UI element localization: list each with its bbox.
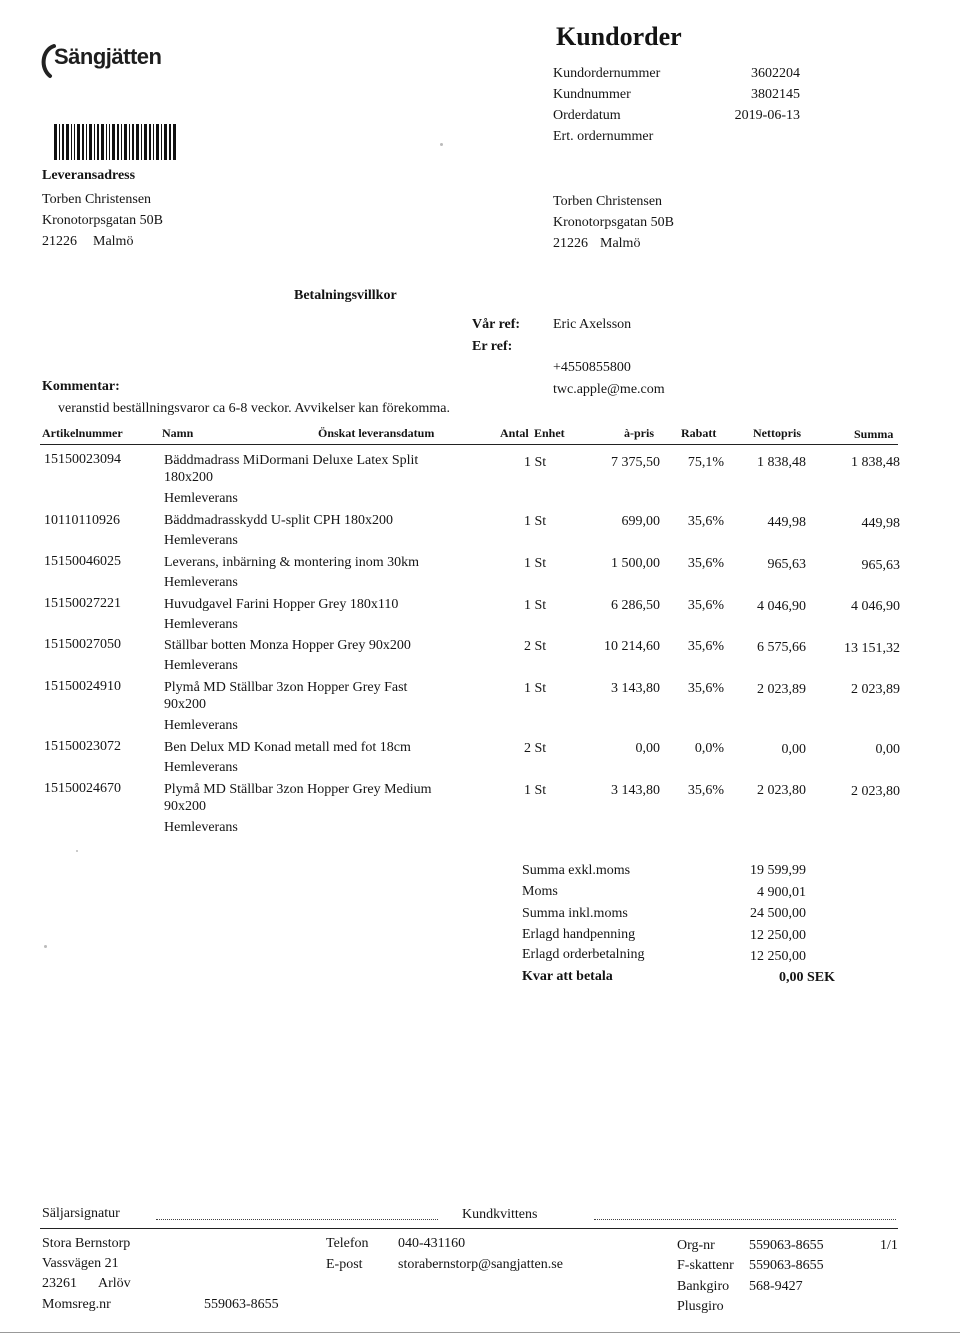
row-delivery-note: Hemleverans (164, 760, 238, 775)
row-name: Plymå MD Ställbar 3zon Hopper Grey Fast (164, 680, 408, 695)
total-label-order-payment: Erlagd orderbetalning (522, 947, 645, 962)
meta-label-customer-number: Kundnummer (553, 87, 631, 102)
row-quantity: 1 St (524, 598, 547, 613)
row-name: Bäddmadrasskydd U-split CPH 180x200 (164, 513, 394, 528)
footer-ftax-label: F-skattenr (677, 1258, 734, 1273)
row-article-number: 15150023072 (44, 739, 121, 754)
row-name-continued: 180x200 (164, 470, 213, 485)
customer-receipt-label: Kundkvittens (462, 1207, 538, 1222)
meta-label-order-number: Kundordernummer (553, 66, 661, 81)
page-number: 1/1 (880, 1238, 898, 1253)
row-sum: 0,00 (875, 742, 900, 757)
row-quantity: 1 St (524, 783, 547, 798)
row-discount: 35,6% (687, 514, 724, 529)
total-label-deposit: Erlagd handpenning (522, 927, 636, 942)
seller-signature-line (156, 1218, 438, 1220)
row-unit-price: 699,00 (621, 514, 660, 529)
row-net-price: 2 023,89 (757, 682, 806, 697)
row-article-number: 15150024670 (44, 781, 121, 796)
comment-label: Kommentar: (42, 379, 120, 394)
footer-email-label: E-post (326, 1257, 363, 1272)
row-quantity: 1 St (524, 514, 547, 529)
row-article-number: 15150023094 (44, 452, 121, 467)
row-unit-price: 7 375,50 (611, 455, 660, 470)
footer-rule (40, 1228, 898, 1229)
col-unit-price: à-pris (624, 426, 654, 440)
our-ref-label: Vår ref: (472, 317, 521, 332)
scan-speck (44, 945, 47, 948)
row-sum: 2 023,89 (851, 682, 900, 697)
row-name: Plymå MD Ställbar 3zon Hopper Grey Medium (164, 782, 432, 797)
row-sum: 13 151,32 (844, 641, 900, 656)
footer-email-value: storabernstorp@sangjatten.se (398, 1257, 563, 1272)
row-net-price: 965,63 (767, 557, 806, 572)
meta-value-customer-number: 3802145 (751, 87, 800, 102)
col-article-number: Artikelnummer (42, 426, 123, 440)
delivery-heading: Leveransadress (42, 168, 136, 183)
row-unit-price: 0,00 (635, 741, 660, 756)
row-discount: 75,1% (687, 455, 724, 470)
footer-phone-label: Telefon (326, 1236, 369, 1251)
total-value-incl-vat: 24 500,00 (750, 906, 806, 921)
delivery-name: Torben Christensen (42, 192, 152, 207)
row-quantity: 1 St (524, 455, 547, 470)
scan-bottom-edge (0, 1332, 960, 1333)
row-net-price: 6 575,66 (757, 640, 806, 655)
total-label-excl-vat: Summa exkl.moms (522, 863, 631, 878)
row-discount: 0,0% (694, 741, 724, 756)
footer-phone-value: 040-431160 (398, 1236, 466, 1251)
row-unit-price: 3 143,80 (611, 681, 660, 696)
row-delivery-note: Hemleverans (164, 491, 238, 506)
row-sum: 2 023,80 (851, 784, 900, 799)
row-net-price: 1 838,48 (757, 455, 806, 470)
footer-bankgiro-label: Bankgiro (677, 1279, 730, 1294)
table-header-rule (40, 444, 898, 445)
row-unit-price: 3 143,80 (611, 783, 660, 798)
scan-speck (440, 143, 443, 146)
row-unit-price: 10 214,60 (604, 639, 660, 654)
total-value-remaining: 0,00 SEK (779, 970, 836, 985)
billing-name: Torben Christensen (553, 194, 663, 209)
total-value-order-payment: 12 250,00 (750, 949, 806, 964)
footer-company: Stora Bernstorp (42, 1236, 131, 1251)
payment-terms-heading: Betalningsvillkor (294, 288, 397, 303)
row-unit-price: 6 286,50 (611, 598, 660, 613)
your-ref-label: Er ref: (472, 339, 513, 354)
col-name: Namn (162, 426, 194, 440)
row-net-price: 4 046,90 (757, 599, 806, 614)
row-discount: 35,6% (687, 556, 724, 571)
footer-vat-value: 559063-8655 (204, 1297, 279, 1312)
total-value-excl-vat: 19 599,99 (750, 863, 806, 878)
footer-zip: 23261 (42, 1276, 77, 1291)
row-article-number: 15150027221 (44, 596, 121, 611)
row-quantity: 2 St (524, 741, 547, 756)
billing-zip: 21226 (553, 236, 588, 251)
customer-receipt-line (594, 1218, 896, 1220)
col-unit: Enhet (534, 426, 565, 440)
row-discount: 35,6% (687, 598, 724, 613)
contact-email: twc.apple@me.com (553, 382, 665, 397)
meta-value-order-number: 3602204 (751, 66, 800, 81)
company-logo (36, 40, 186, 84)
row-sum: 4 046,90 (851, 599, 900, 614)
row-delivery-note: Hemleverans (164, 718, 238, 733)
row-discount: 35,6% (687, 681, 724, 696)
row-sum: 965,63 (861, 558, 900, 573)
row-name: Huvudgavel Farini Hopper Grey 180x110 (164, 597, 399, 612)
row-unit-price: 1 500,00 (611, 556, 660, 571)
row-delivery-note: Hemleverans (164, 820, 238, 835)
row-name-continued: 90x200 (164, 697, 206, 712)
col-requested-date: Önskat leveransdatum (318, 426, 435, 440)
row-sum: 449,98 (861, 516, 900, 531)
billing-street: Kronotorpsgatan 50B (553, 215, 674, 230)
logo-text: Sängjätten (54, 44, 162, 69)
total-value-deposit: 12 250,00 (750, 928, 806, 943)
delivery-street: Kronotorpsgatan 50B (42, 213, 163, 228)
meta-value-order-date: 2019-06-13 (734, 108, 800, 123)
meta-label-order-date: Orderdatum (553, 108, 621, 123)
seller-signature-label: Säljarsignatur (42, 1206, 120, 1221)
footer-city: Arlöv (98, 1276, 131, 1291)
row-delivery-note: Hemleverans (164, 658, 238, 673)
row-delivery-note: Hemleverans (164, 617, 238, 632)
footer-vat-label: Momsreg.nr (42, 1297, 111, 1312)
row-article-number: 15150027050 (44, 637, 121, 652)
total-label-remaining: Kvar att betala (522, 969, 613, 984)
row-sum: 1 838,48 (851, 455, 900, 470)
row-name: Ben Delux MD Konad metall med fot 18cm (164, 740, 411, 755)
col-sum: Summa (854, 427, 894, 441)
row-delivery-note: Hemleverans (164, 575, 238, 590)
row-article-number: 15150046025 (44, 554, 121, 569)
row-article-number: 15150024910 (44, 679, 121, 694)
footer-org-label: Org-nr (677, 1238, 715, 1253)
footer-ftax-value: 559063-8655 (749, 1258, 824, 1273)
row-quantity: 1 St (524, 681, 547, 696)
billing-city: Malmö (600, 236, 641, 251)
footer-plusgiro-label: Plusgiro (677, 1299, 724, 1314)
row-name: Bäddmadrass MiDormani Deluxe Latex Split (164, 453, 419, 468)
row-name: Ställbar botten Monza Hopper Grey 90x200 (164, 638, 411, 653)
row-name: Leverans, inbärning & montering inom 30km (164, 555, 420, 570)
comment-text: veranstid beställningsvaror ca 6-8 veckor. Avvikelser kan förekomma. (58, 401, 451, 416)
row-name-continued: 90x200 (164, 799, 206, 814)
row-net-price: 0,00 (781, 742, 806, 757)
col-discount: Rabatt (681, 426, 717, 440)
row-quantity: 1 St (524, 556, 547, 571)
col-net-price: Nettopris (753, 426, 801, 440)
scan-speck (76, 850, 78, 852)
footer-bankgiro-value: 568-9427 (749, 1279, 803, 1294)
our-ref-value: Eric Axelsson (553, 317, 632, 332)
footer-org-value: 559063-8655 (749, 1238, 824, 1253)
total-label-incl-vat: Summa inkl.moms (522, 906, 628, 921)
row-delivery-note: Hemleverans (164, 533, 238, 548)
row-article-number: 10110110926 (44, 513, 120, 528)
total-label-vat: Moms (522, 884, 558, 899)
total-value-vat: 4 900,01 (757, 885, 806, 900)
row-quantity: 2 St (524, 639, 547, 654)
row-net-price: 2 023,80 (757, 783, 806, 798)
delivery-city: Malmö (93, 234, 134, 249)
row-discount: 35,6% (687, 783, 724, 798)
document-title: Kundorder (556, 22, 682, 51)
row-discount: 35,6% (687, 639, 724, 654)
delivery-zip: 21226 (42, 234, 77, 249)
barcode (54, 124, 206, 160)
footer-street: Vassvägen 21 (42, 1256, 119, 1271)
meta-label-your-order-number: Ert. ordernummer (553, 129, 654, 144)
row-net-price: 449,98 (767, 515, 806, 530)
col-quantity: Antal (500, 426, 529, 440)
contact-phone: +4550855800 (553, 360, 631, 375)
